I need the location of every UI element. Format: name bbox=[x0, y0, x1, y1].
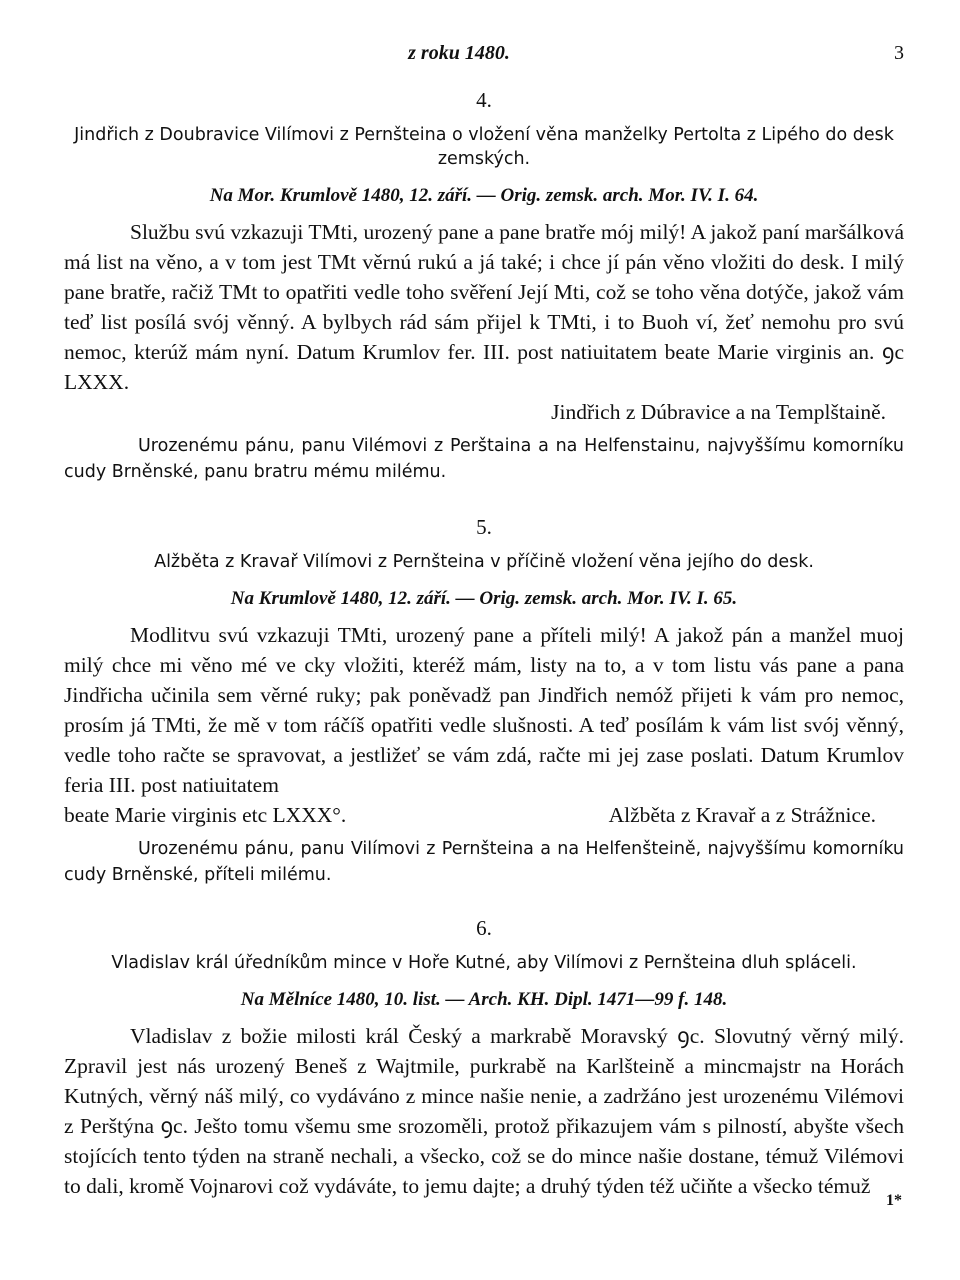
document-address: Urozenému pánu, panu Vilímovi z Pernšteina a na Helfenšteině, najvyššímu komorníku cudy Brněnské, příteli milému. bbox=[64, 839, 904, 885]
document-text bbox=[64, 217, 904, 397]
document-regest: Alžběta z Kravař Vilímovi z Pernšteina v příčině vložení věna jejího do desk. bbox=[154, 552, 814, 572]
document-number: 4. bbox=[476, 88, 492, 112]
document-signature: Alžběta z Kravař a z Strážnice. bbox=[608, 803, 876, 827]
document-regest: Jindřich z Doubravice Vilímovi z Pernšteina o vložení věna manželky Pertolta z Lipého do desk zemských. bbox=[74, 125, 894, 169]
document-text-content: Modlitvu svú vzkazuji TMti, urozený pane a příteli milý! A jakož pán a manžel muoj milý chce mi věno mé ve cky vložiti, kteréž mám, listy na to, a v tom listu vás pane a pana Jindřicha učinila sem věrné ruky; pak poněvadž pan Jindřich nemóž přijeti k vám pro nemoc, prosím já TMti, že mě v tom ráčíš opatřiti vedle slušnosti. A teď posílám k vám list svój věnný, vedle toho račte se spravovat, a jestližeť se vám zdá, račte mi jej zase poslati. Datum Krumlov feria III. post natiuitatem bbox=[64, 623, 904, 797]
document-text bbox=[64, 620, 904, 800]
document-6 bbox=[64, 916, 904, 1201]
document-text bbox=[64, 1021, 904, 1201]
document-source: Na Mor. Krumlově 1480, 12. září. — Orig. zemsk. arch. Mor. IV. I. 64. bbox=[209, 185, 759, 206]
document-address: Urozenému pánu, panu Vilémovi z Perštaina a na Helfenstainu, najvyššímu komorníku cudy Brněnské, panu bratru mému milému. bbox=[64, 436, 904, 482]
signature-mark: 1* bbox=[886, 1192, 902, 1209]
page-number: 3 bbox=[894, 42, 904, 64]
document-text-content: Službu svú vzkazuji TMti, urozený pane a pane bratře mój milý! A jakož paní maršálková má list na věno, a v tom jest TMt věrnú rukú a já také; i chce jí pán věno vložiti do desk. I milý pane bratře, račiž TMt to opatřiti vedle toho svěření Její Mti, což se toho věna dotýče, jakož vám teď list posílá svój věnný. A bylbych rád sám přijel k TMti, i to Buoh ví, žeť nemohu pro svú nemoc, kterúž mám nyní. Datum Krumlov fer. III. post natiuitatem beate Marie virginis an. ꝯc LXXX. bbox=[64, 220, 904, 394]
page bbox=[64, 30, 904, 1201]
document-last-line: beate Marie virginis etc LXXX°. bbox=[64, 803, 347, 827]
document-closing-line bbox=[64, 800, 904, 830]
document-text-content: Vladislav z božie milosti král Český a markrabě Moravský ꝯc. Slovutný věrný milý. Zpravil jest nás urozený Beneš z Wajtmile, purkrabě na Karlšteině a mincmajstr na Horách Kutných, věrný náš milý, co vydáváno z mince našie nenie, a zadržáno jest urozenému Vilémovi z Perštýna ꝯc. Ješto tomu všemu sme srozoměli, protož přikazujem vám s pilností, abyšte všech stojících tento týden na straně nechali, a všecko, což se do mince našie dostane, témuž Vilémovi to dali, kromě Vojnarovi což vydáváte, to jemu dajte; a druhý týden též učiňte a všecko témuž bbox=[64, 1024, 904, 1198]
document-source: Na Mělníce 1480, 10. list. — Arch. KH. Dipl. 1471—99 f. 148. bbox=[240, 989, 728, 1010]
document-source: Na Krumlově 1480, 12. září. — Orig. zemsk. arch. Mor. IV. I. 65. bbox=[230, 588, 738, 609]
running-title: z roku 1480. bbox=[408, 42, 510, 64]
document-number: 5. bbox=[476, 515, 492, 539]
document-number: 6. bbox=[476, 916, 492, 940]
running-head bbox=[64, 30, 904, 64]
document-regest: Vladislav král úředníkům mince v Hoře Kutné, aby Vilímovi z Pernšteina dluh spláceli. bbox=[111, 953, 857, 973]
document-4 bbox=[64, 88, 904, 485]
document-5 bbox=[64, 515, 904, 888]
document-signature: Jindřich z Dúbravice a na Templštaině. bbox=[551, 400, 886, 424]
